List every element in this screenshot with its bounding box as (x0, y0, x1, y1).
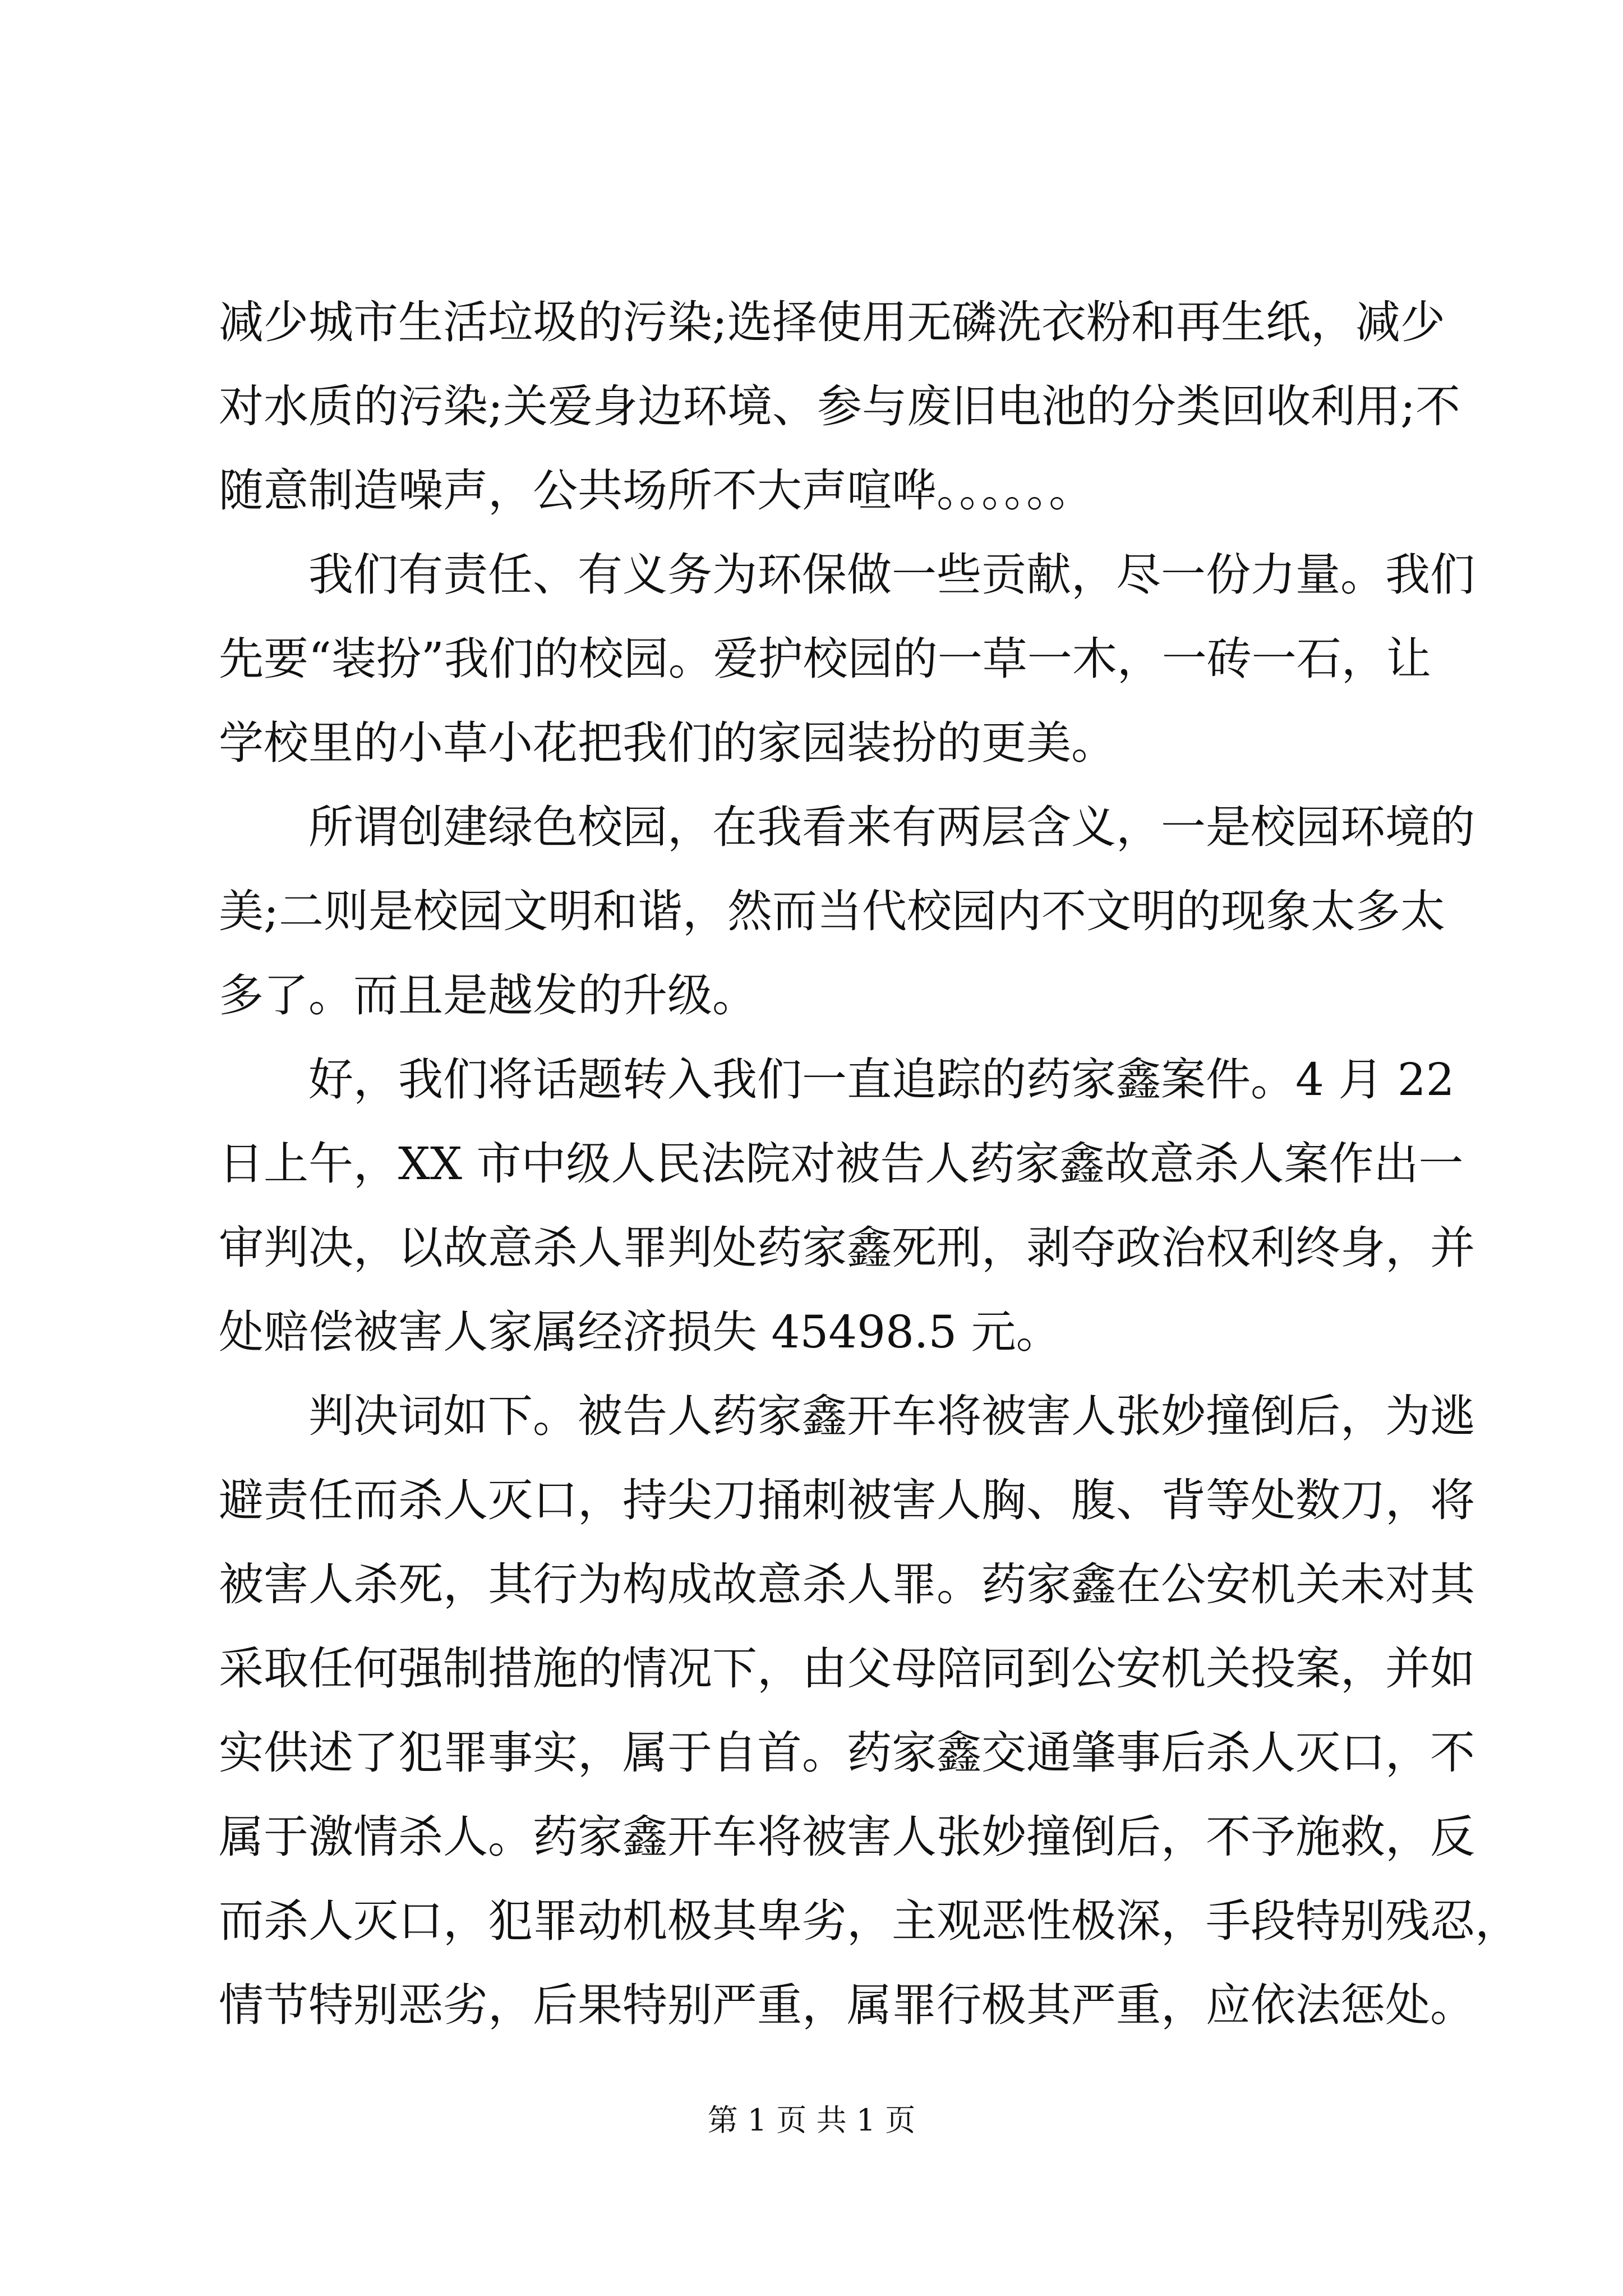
text-line: 先要“装扮”我们的校园。爱护校园的一草一木，一砖一石，让 (219, 633, 1431, 685)
paragraph-campus-responsibility (219, 533, 1475, 785)
paragraph-case-verdict (219, 1038, 1475, 1374)
text-line: 采取任何强制措施的情况下，由父母陪同到公安机关投案，并如 (219, 1642, 1475, 1695)
page-footer (0, 2101, 1623, 2140)
text-line: 所谓创建绿色校园，在我看来有两层含义，一是校园环境的 (308, 801, 1475, 853)
text-line: 情节特别恶劣，后果特别严重，属罪行极其严重，应依法惩处。 (219, 1979, 1475, 2031)
paragraph-judgment-text (219, 1374, 1520, 2047)
text-line: 美;二则是校园文明和谐，然而当代校园内不文明的现象太多太 (219, 885, 1445, 937)
text-line: 我们有责任、有义务为环保做一些贡献，尽一份力量。我们 (308, 549, 1475, 601)
text-line: 判决词如下。被告人药家鑫开车将被害人张妙撞倒后，为逃 (308, 1390, 1475, 1442)
text-line: 而杀人灭口，犯罪动机极其卑劣，主观恶性极深，手段特别残忍， (219, 1895, 1520, 1947)
text-line: 日上午，XX 市中级人民法院对被告人药家鑫故意杀人案作出一 (219, 1138, 1464, 1190)
text-line: 属于激情杀人。药家鑫开车将被害人张妙撞倒后，不予施救，反 (219, 1811, 1475, 1863)
text-line: 避责任而杀人灭口，持尖刀捅刺被害人胸、腹、背等处数刀，将 (219, 1474, 1475, 1526)
text-line: 实供述了犯罪事实，属于自首。药家鑫交通肇事后杀人灭口，不 (219, 1727, 1475, 1779)
text-line: 好，我们将话题转入我们一直追踪的药家鑫案件。4 月 22 (308, 1053, 1455, 1106)
document-body (219, 280, 1520, 2047)
text-line: 审判决，以故意杀人罪判处药家鑫死刑，剥夺政治权利终身，并 (219, 1222, 1475, 1274)
text-line: 处赔偿被害人家属经济损失 45498.5 元。 (219, 1306, 1061, 1358)
text-line: 随意制造噪声，公共场所不大声喧哗。。。。。。 (219, 464, 1094, 517)
text-line: 多了。而且是越发的升级。 (219, 969, 757, 1022)
paragraph-environment-actions (219, 280, 1460, 533)
text-line: 对水质的污染;关爱身边环境、参与废旧电池的分类回收利用;不 (219, 380, 1460, 432)
text-line: 减少城市生活垃圾的污染;选择使用无磷洗衣粉和再生纸，减少 (219, 296, 1445, 348)
text-line: 学校里的小草小花把我们的家园装扮的更美。 (219, 717, 1116, 769)
text-line: 被害人杀死，其行为构成故意杀人罪。药家鑫在公安机关未对其 (219, 1558, 1475, 1611)
page-number: 第 1 页 共 1 页 (707, 2102, 916, 2138)
paragraph-green-campus (219, 785, 1475, 1038)
